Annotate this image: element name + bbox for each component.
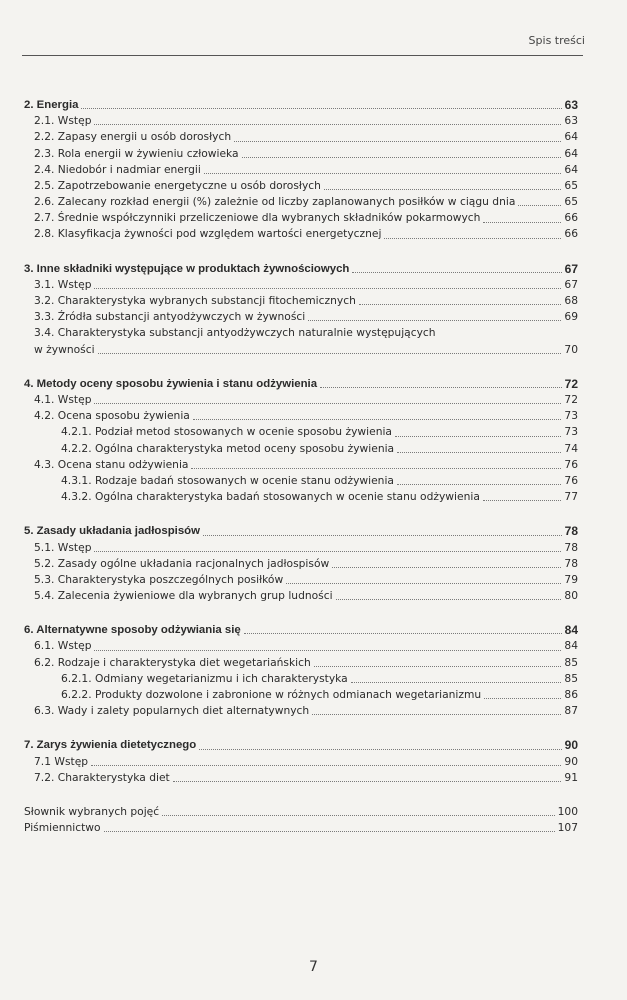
toc-entry-label: 5.1. Wstęp — [34, 540, 92, 554]
toc-entry[interactable] — [24, 638, 578, 654]
toc-entry-label: 4.1. Wstęp — [34, 393, 92, 406]
toc-entry-page: 74 — [564, 441, 578, 455]
dot-leader — [104, 831, 555, 832]
toc-back-matter — [24, 804, 578, 836]
toc-entry-label: 2.4. Niedobór i nadmiar energii — [34, 162, 201, 176]
toc-entry-label: 5.4. Zalecenia żywieniowe dla wybranych grup ludności — [34, 589, 333, 603]
dot-leader — [397, 452, 561, 453]
toc-entry-label: 3.2. Charakterystyka wybranych substancji fitochemicznych — [34, 294, 356, 308]
toc-chapter-entry-page: 84 — [564, 623, 578, 638]
toc-entry-page: 90 — [564, 754, 578, 768]
toc-entry[interactable] — [24, 227, 578, 243]
dot-leader — [359, 304, 562, 305]
toc-entry[interactable] — [24, 162, 578, 178]
toc-entry[interactable] — [24, 770, 578, 786]
toc-chapter-entry[interactable] — [24, 737, 578, 753]
toc-entry-page: 64 — [564, 146, 578, 160]
toc-entry-label: 2.8. Klasyfikacja żywności pod względem wartości energetycznej — [34, 227, 382, 241]
toc-back-entry-label: Piśmiennictwo — [24, 821, 101, 835]
toc-chapter-entry-page: 90 — [564, 738, 578, 753]
dot-leader — [81, 108, 561, 109]
toc-entry-label: 4.2.2. Ogólna charakterystyka metod oceny sposobu żywienia — [61, 441, 395, 455]
toc-entry-page: 78 — [564, 540, 578, 554]
dot-leader — [98, 353, 562, 354]
toc-entry[interactable] — [24, 424, 578, 440]
dot-leader — [199, 749, 561, 750]
dot-leader — [94, 551, 561, 552]
dot-leader — [483, 500, 562, 501]
toc-entry[interactable] — [24, 408, 578, 424]
dot-leader — [314, 666, 562, 667]
toc-entry-page: 63 — [564, 114, 578, 128]
toc-chapter-entry-page: 67 — [564, 261, 578, 276]
dot-leader — [162, 815, 554, 816]
toc-entry-page: 77 — [564, 490, 578, 504]
toc-chapter-entry-label: 6. Alternatywne sposoby odżywiania się — [24, 624, 241, 637]
dot-leader — [242, 157, 562, 158]
toc-entry-page: 65 — [564, 178, 578, 192]
toc-entry[interactable] — [24, 113, 578, 129]
toc-entry-label: 3.3. Źródła substancji antyodżywczych w żywności — [34, 310, 306, 324]
toc-back-entry-label: Słownik wybranych pojęć — [24, 804, 160, 818]
toc-entry[interactable] — [24, 309, 578, 325]
toc-entry-label: 2.2. Zapasy energii u osób dorosłych — [34, 130, 232, 144]
dot-leader — [397, 484, 561, 485]
running-title: Spis treści — [528, 34, 585, 47]
toc-entry-page: 66 — [564, 227, 578, 241]
toc-chapter-entry[interactable] — [24, 261, 578, 277]
dot-leader — [91, 765, 561, 766]
toc-entry-page: 72 — [564, 393, 578, 406]
toc-entry[interactable] — [24, 556, 578, 572]
toc-entry[interactable] — [24, 703, 578, 719]
toc-entry-label: w żywności — [34, 342, 95, 356]
dot-leader — [352, 272, 561, 273]
toc-section — [24, 737, 578, 786]
toc-entry-page: 76 — [564, 457, 578, 471]
toc-section — [24, 261, 578, 358]
toc-entry-page: 70 — [564, 342, 578, 356]
toc-entry[interactable] — [24, 489, 578, 505]
toc-back-entry[interactable] — [24, 804, 578, 820]
toc-entry-label: 6.2. Rodzaje i charakterystyka diet wegetariańskich — [34, 655, 311, 669]
toc-entry[interactable] — [24, 588, 578, 604]
toc-entry-label: 6.2.2. Produkty dozwolone i zabronione w różnych odmianach wegetarianizmu — [61, 688, 482, 701]
toc-entry-label: 5.3. Charakterystyka poszczególnych posiłków — [34, 572, 284, 586]
toc-entry[interactable] — [24, 457, 578, 473]
toc-entry[interactable] — [24, 293, 578, 309]
toc-chapter-entry-label: 3. Inne składniki występujące w produktach żywnościowych — [24, 262, 350, 275]
dot-leader — [308, 320, 561, 321]
toc-entry[interactable] — [24, 210, 578, 226]
toc-section — [24, 523, 578, 604]
toc-entry-page: 64 — [564, 162, 578, 176]
dot-leader — [395, 436, 561, 437]
dot-leader — [351, 682, 562, 683]
toc-entry[interactable] — [24, 194, 578, 210]
toc-entry-page: 85 — [564, 671, 578, 685]
dot-leader — [320, 387, 562, 388]
page-number: 7 — [309, 959, 318, 975]
toc-chapter-entry-label: 2. Energia — [24, 98, 79, 111]
toc-entry-label: 2.6. Zalecany rozkład energii (%) zależnie od liczby zaplanowanych posiłków w ciągu dnia — [34, 195, 516, 209]
dot-leader — [324, 189, 561, 190]
toc-entry-label: 4.3.1. Rodzaje badań stosowanych w ocenie stanu odżywienia — [61, 473, 394, 487]
toc-entry[interactable] — [24, 277, 578, 293]
dot-leader — [244, 633, 562, 634]
dot-leader — [384, 238, 561, 239]
toc-back-entry-page: 100 — [557, 804, 578, 818]
header-rule — [22, 55, 583, 56]
toc-section — [24, 622, 578, 719]
toc-entry-label: 6.2.1. Odmiany wegetarianizmu i ich charakterystyka — [61, 671, 348, 685]
toc-chapter-entry-page: 63 — [564, 97, 578, 112]
toc-entry[interactable] — [24, 129, 578, 145]
dot-leader — [234, 141, 561, 142]
toc-entry[interactable] — [24, 754, 578, 770]
toc-entry[interactable] — [24, 687, 578, 703]
toc-entry-label: 2.3. Rola energii w żywieniu człowieka — [34, 146, 239, 160]
dot-leader — [518, 205, 561, 206]
dot-leader — [483, 222, 561, 223]
toc-entry-label: 4.3.2. Ogólna charakterystyka badań stosowanych w ocenie stanu odżywienia — [61, 490, 480, 504]
toc-entry-label: 6.3. Wady i zalety popularnych diet alternatywnych — [34, 704, 310, 718]
toc-chapter-entry-label: 7. Zarys żywienia dietetycznego — [24, 739, 197, 752]
dot-leader — [312, 714, 561, 715]
toc-entry-label: 4.2. Ocena sposobu żywienia — [34, 409, 190, 423]
dot-leader — [203, 535, 562, 536]
table-of-contents — [24, 97, 578, 854]
toc-section — [24, 376, 578, 506]
toc-entry-label: 2.7. Średnie współczynniki przeliczeniowe dla wybranych składników pokarmowych — [34, 211, 481, 225]
toc-entry-label: 2.5. Zapotrzebowanie energetyczne u osób dorosłych — [34, 178, 321, 192]
toc-entry[interactable] — [24, 671, 578, 687]
toc-entry-page: 87 — [564, 704, 578, 718]
toc-back-entry[interactable] — [24, 820, 578, 836]
toc-entry-page: 80 — [564, 589, 578, 603]
toc-entry[interactable] — [24, 392, 578, 408]
dot-leader — [94, 288, 561, 289]
toc-entry-label: 4.3. Ocena stanu odżywienia — [34, 457, 189, 471]
toc-entry-label: 6.1. Wstęp — [34, 639, 92, 653]
toc-chapter-entry-label: 5. Zasady układania jadłospisów — [24, 525, 200, 538]
toc-entry-label: 2.1. Wstęp — [34, 114, 92, 128]
toc-entry-page: 85 — [564, 655, 578, 669]
toc-entry-page: 78 — [564, 556, 578, 570]
toc-section — [24, 97, 578, 243]
toc-entry-label: 5.2. Zasady ogólne układania racjonalnych jadłospisów — [34, 556, 330, 570]
toc-entry-page: 84 — [564, 639, 578, 653]
dot-leader — [94, 124, 561, 125]
dot-leader — [191, 468, 561, 469]
toc-entry-page: 64 — [564, 130, 578, 144]
dot-leader — [484, 698, 561, 699]
toc-entry-first-line[interactable]: 3.4. Charakterystyka substancji antyodżywczych naturalnie występujących — [34, 326, 436, 340]
toc-entry-page: 73 — [564, 409, 578, 423]
toc-entry[interactable] — [24, 441, 578, 457]
toc-entry-page: 66 — [564, 211, 578, 225]
toc-chapter-entry[interactable] — [24, 523, 578, 539]
dot-leader — [94, 403, 561, 404]
dot-leader — [204, 173, 562, 174]
toc-chapter-entry-page: 72 — [564, 376, 578, 391]
toc-chapter-entry-label: 4. Metody oceny sposobu żywienia i stanu odżywienia — [24, 377, 318, 390]
toc-entry-page: 86 — [564, 688, 578, 701]
dot-leader — [332, 567, 561, 568]
toc-entry[interactable] — [24, 572, 578, 588]
toc-entry-page: 76 — [564, 473, 578, 487]
toc-entry-label: 3.1. Wstęp — [34, 277, 92, 291]
toc-entry-page: 91 — [564, 770, 578, 784]
toc-entry-label: 7.1 Wstęp — [34, 754, 89, 768]
toc-entry-page: 67 — [564, 277, 578, 291]
toc-entry[interactable] — [24, 655, 578, 671]
toc-entry-page: 73 — [564, 425, 578, 439]
toc-entry-page: 69 — [564, 310, 578, 324]
toc-entry-label: 7.2. Charakterystyka diet — [34, 770, 170, 784]
toc-entry-page: 79 — [564, 572, 578, 586]
toc-entry-page: 68 — [564, 294, 578, 308]
toc-back-entry-page: 107 — [557, 821, 578, 835]
toc-entry-page: 65 — [564, 195, 578, 209]
dot-leader — [173, 781, 562, 782]
dot-leader — [286, 583, 561, 584]
toc-chapter-entry[interactable] — [24, 376, 578, 392]
toc-entry[interactable] — [24, 342, 578, 358]
toc-chapter-entry-page: 78 — [564, 524, 578, 539]
toc-entry[interactable] — [24, 146, 578, 162]
dot-leader — [336, 599, 562, 600]
toc-entry[interactable] — [24, 540, 578, 556]
dot-leader — [193, 419, 562, 420]
dot-leader — [94, 650, 561, 651]
toc-chapter-entry[interactable] — [24, 97, 578, 113]
toc-entry[interactable] — [24, 473, 578, 489]
toc-entry[interactable] — [24, 178, 578, 194]
toc-chapter-entry[interactable] — [24, 622, 578, 638]
toc-entry-label: 4.2.1. Podział metod stosowanych w ocenie sposobu żywienia — [61, 425, 392, 439]
